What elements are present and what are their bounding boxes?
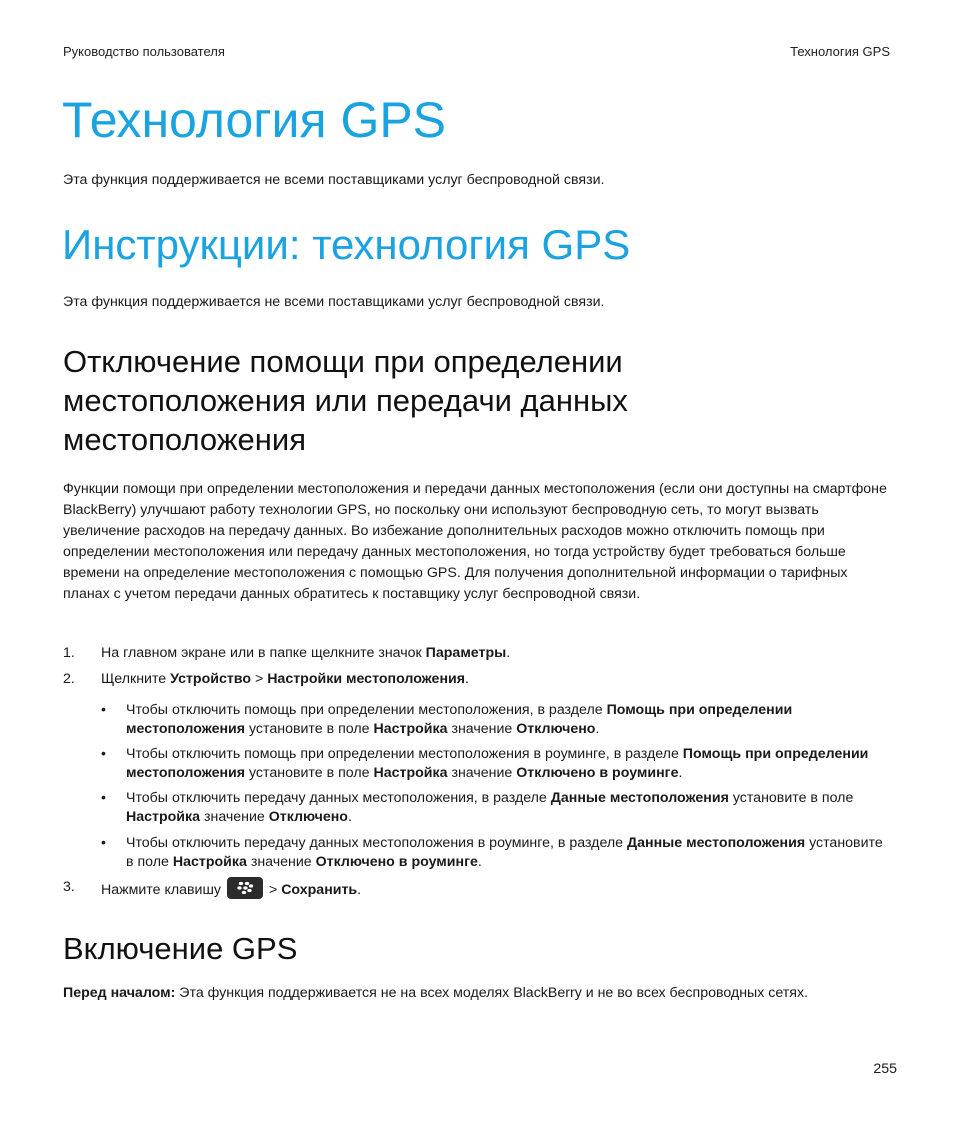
bullet-keyword: Отключено в роуминге xyxy=(315,854,478,870)
step-text: . xyxy=(465,671,469,687)
intro-text: Эта функция поддерживается не всеми поставщиками услуг беспроводной связи. xyxy=(63,172,605,188)
step-number: 3. xyxy=(63,879,75,895)
bullet-text: . xyxy=(678,765,683,781)
section-title-enable-gps: Включение GPS xyxy=(63,931,298,966)
bullet-text: . xyxy=(477,854,482,870)
bullet-text: значение xyxy=(447,721,517,737)
section-title-instructions: Инструкции: технология GPS xyxy=(62,221,631,268)
bullet-text: значение xyxy=(447,765,517,781)
prerequisite-label: Перед началом: xyxy=(63,985,176,1001)
step-text: На главном экране или в папке щелкните значок xyxy=(101,645,426,661)
bullet-item xyxy=(126,789,886,827)
bullet-keyword: Настройка xyxy=(172,854,247,870)
bullet-keyword: Отключено в роуминге xyxy=(516,765,679,781)
bullet-marker: • xyxy=(101,835,106,851)
step-keyword: Настройки местоположения xyxy=(267,671,466,687)
bullet-marker: • xyxy=(101,746,106,762)
bullet-keyword: Настройка xyxy=(373,765,448,781)
bullet-text: . xyxy=(595,721,600,737)
disable-assistance-paragraph: Функции помощи при определении местоположения и передачи данных местоположения (если они доступны на смартфоне BlackBerry) улучшают работу технологии GPS, но поскольку они используют беспроводную сеть, то могут вызвать увеличение расходов на передачу данных. Во избежание дополнительных расходов можно отключить помощь при определении местоположения или передачу данных местоположения, но тогда устройству будет требоваться больше времени на определение местоположения с помощью GPS. Для получения дополнительной информации о тарифных планах с учетом передачи данных обратитесь к поставщику услуг беспроводной связи. xyxy=(63,481,887,602)
bullet-text: Чтобы отключить помощь при определении местоположения в роуминге, в разделе xyxy=(126,746,683,762)
step-text: . xyxy=(357,881,362,898)
bullet-keyword: Помощь при определении местоположения xyxy=(126,746,869,781)
bullet-text: установите в поле xyxy=(126,835,883,870)
bullet-keyword: Настройка xyxy=(373,721,448,737)
bullet-marker: • xyxy=(101,702,106,718)
bullet-marker: • xyxy=(101,790,106,806)
bullet-keyword: Данные местоположения xyxy=(627,835,806,851)
bullet-item xyxy=(126,701,886,739)
bullet-keyword: Отключено xyxy=(268,809,348,825)
bullet-text: установите в поле xyxy=(728,790,854,806)
step-text: Щелкните xyxy=(101,671,171,687)
bullet-text: значение xyxy=(200,809,269,825)
step-number: 1. xyxy=(63,645,75,661)
step-number: 2. xyxy=(63,671,75,687)
bullet-keyword: Настройка xyxy=(126,809,201,825)
running-header-left: Руководство пользователя xyxy=(63,44,225,59)
bullet-text: значение xyxy=(246,854,316,870)
bullet-text: Чтобы отключить помощь при определении местоположения, в разделе xyxy=(126,702,607,718)
step-2 xyxy=(101,669,469,689)
step-text: > xyxy=(268,881,282,898)
step-keyword: Параметры xyxy=(425,645,507,661)
step-1 xyxy=(101,643,510,663)
bullet-text: Чтобы отключить передачу данных местоположения, в разделе xyxy=(126,790,551,806)
page-number: 255 xyxy=(873,1061,897,1077)
step-text: > xyxy=(251,671,268,687)
page-title: Технология GPS xyxy=(62,92,447,148)
instructions-text: Эта функция поддерживается не всеми поставщиками услуг беспроводной связи. xyxy=(63,294,605,310)
blackberry-menu-key-icon xyxy=(227,877,263,899)
bullet-item xyxy=(126,834,886,872)
bullet-text: установите в поле xyxy=(245,765,374,781)
step-text: Нажмите клавишу xyxy=(101,881,221,898)
running-header-right: Технология GPS xyxy=(790,44,890,59)
bullet-item xyxy=(126,745,886,783)
bullet-text: Чтобы отключить передачу данных местоположения в роуминге, в разделе xyxy=(126,835,627,851)
bullet-text: . xyxy=(347,809,352,825)
step-keyword: Устройство xyxy=(170,671,252,687)
step-3 xyxy=(101,879,361,901)
bullet-keyword: Помощь при определении местоположения xyxy=(126,702,793,737)
enable-gps-paragraph xyxy=(63,983,873,1004)
step-text: . xyxy=(506,645,511,661)
section-title-disable-assistance: Отключение помощи при определении местоположения или передачи данных местоположения xyxy=(63,344,628,457)
bullet-keyword: Данные местоположения xyxy=(550,790,729,806)
prerequisite-text: Эта функция поддерживается не на всех моделях BlackBerry и не во всех беспроводных сетях. xyxy=(175,985,809,1001)
step-keyword: Сохранить xyxy=(281,881,358,898)
bullet-text: установите в поле xyxy=(245,721,374,737)
bullet-keyword: Отключено xyxy=(516,721,596,737)
